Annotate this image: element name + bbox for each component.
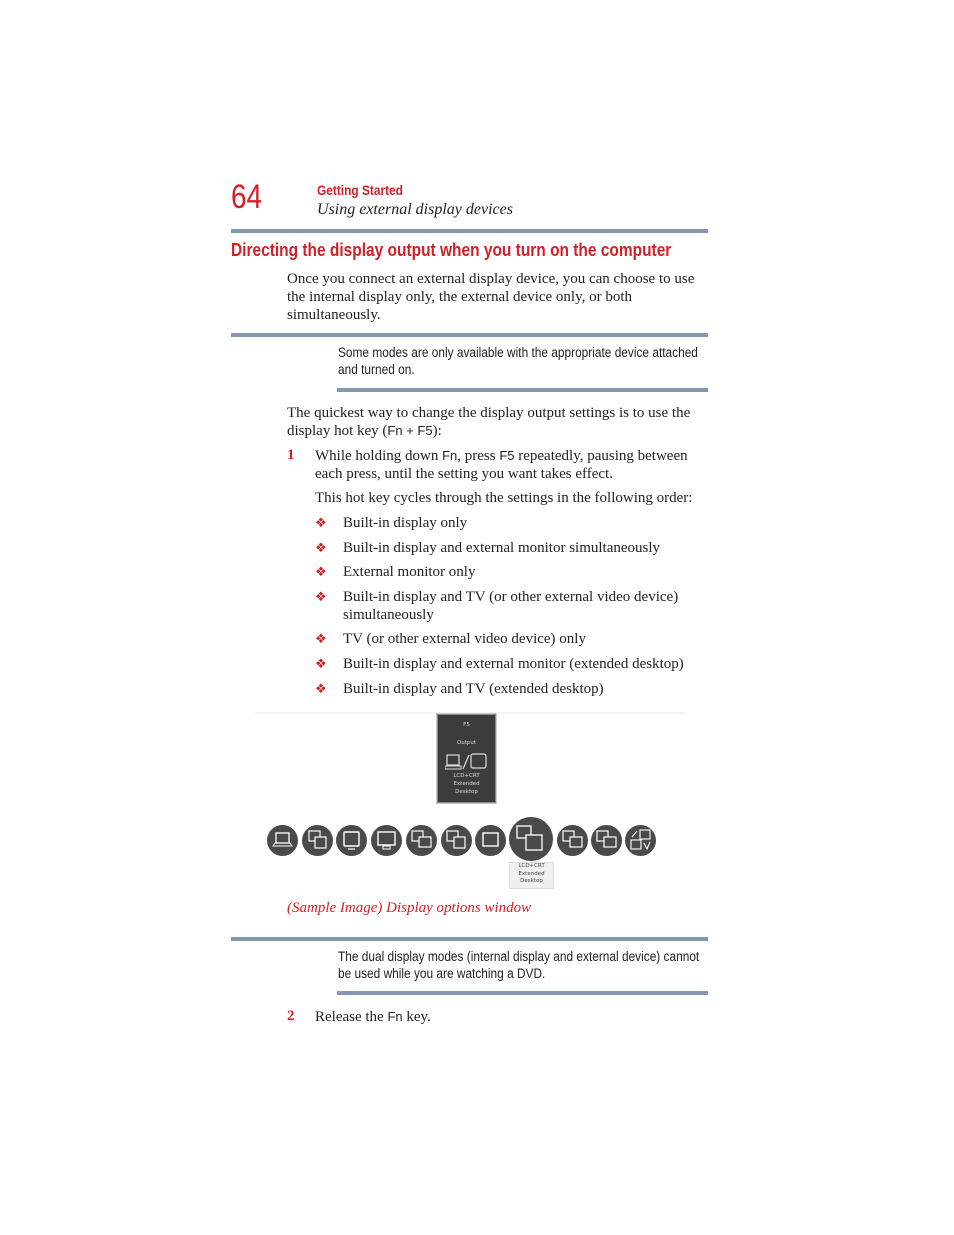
bullet-text: Built-in display and external monitor (extended desktop) — [343, 656, 684, 672]
chapter-title: Getting Started — [317, 182, 403, 198]
bullet-text: External monitor only — [343, 564, 476, 580]
fn-key: Fn — [442, 448, 458, 463]
lcd-tv-extended-icon — [591, 825, 622, 856]
display-options-window — [437, 714, 496, 803]
hotkey-text-before: The quickest way to change the display output settings is to use the display hot key ( — [287, 405, 691, 439]
lcd-tv-clone-icon — [406, 825, 437, 856]
bullet-text: Built-in display and external monitor simultaneously — [343, 540, 661, 556]
section-heading: Directing the display output when you turn on the computer — [231, 240, 672, 260]
osd-line-1: LCD+CRT — [453, 773, 480, 779]
bullet-text: TV (or other external video device) only — [343, 631, 586, 647]
bullet-icon: ❖ — [315, 656, 327, 671]
osd-line-2: Extended — [453, 781, 480, 787]
step-1-part1: While holding down — [315, 448, 443, 464]
bullet-icon: ❖ — [315, 631, 327, 646]
external-monitor-icon — [336, 825, 367, 856]
lcd-crt-icon — [445, 752, 489, 772]
monitor-only-icon — [475, 825, 506, 856]
note-2-bottom-rule — [337, 991, 708, 995]
plus-sign: + — [402, 423, 418, 438]
built-in-display-icon — [267, 825, 298, 856]
intro-paragraph: Once you connect an external display device, you can choose to use the internal display only, the external device only, or both simultaneously. — [287, 271, 695, 323]
step-1-part2: , press — [457, 448, 500, 464]
osd-title: Output — [456, 740, 477, 746]
step-number: 2 — [287, 1008, 295, 1024]
step-2-part1: Release the — [315, 1009, 388, 1025]
note-text: Some modes are only available with the appropriate device attached and turned on. — [338, 345, 698, 377]
mini-line-2: Extended — [518, 870, 545, 877]
bullet-icon: ❖ — [315, 564, 327, 579]
bullet-icon: ❖ — [315, 681, 327, 696]
hotkey-paragraph — [287, 404, 708, 440]
mini-line-1: LCD+CRT — [518, 863, 545, 869]
mini-line-3: Desktop — [520, 878, 543, 884]
osd-line-3: Desktop — [455, 789, 478, 795]
lcd-crt-extended-icon — [557, 825, 588, 856]
f5-key: F5 — [499, 448, 515, 463]
selected-mode-label — [509, 862, 554, 889]
hotkey-text-after: ): — [432, 423, 442, 439]
display-mode-icon-row — [266, 816, 666, 866]
f5-key: F5 — [417, 423, 433, 438]
step-2-part2: key. — [402, 1009, 431, 1025]
fn-key: Fn — [387, 1009, 403, 1024]
note-top-rule — [231, 333, 708, 337]
extended-desktop-icon-selected — [509, 817, 553, 861]
note-2-top-rule — [231, 937, 708, 941]
bullet-icon: ❖ — [315, 515, 327, 530]
page-number: 64 — [231, 178, 263, 216]
step-number: 1 — [287, 447, 295, 463]
osd-key-label: F5 — [463, 722, 470, 728]
bullet-icon: ❖ — [315, 589, 327, 604]
note-bottom-rule — [337, 388, 708, 392]
step-1-part3: repeatedly, pausing between each press, until the setting you want takes effect. — [315, 448, 688, 482]
bullet-text: Built-in display only — [343, 515, 468, 531]
swap-displays-icon — [625, 825, 656, 856]
bullet-icon: ❖ — [315, 540, 327, 555]
step-2-text — [315, 1008, 708, 1026]
step-1-followup: This hot key cycles through the settings in the following order: — [315, 490, 693, 506]
section-title: Using external display devices — [317, 201, 513, 218]
step-1-text — [315, 447, 708, 483]
header-rule — [231, 229, 708, 233]
clone-display-icon — [302, 825, 333, 856]
tv-icon — [371, 825, 402, 856]
bullet-text: Built-in display and TV (or other external video device) simultaneously — [343, 589, 679, 623]
figure-caption: (Sample Image) Display options window — [287, 900, 532, 916]
note-2-text: The dual display modes (internal display and external device) cannot be used while you are watching a DVD. — [338, 949, 700, 981]
bullet-text: Built-in display and TV (extended desktop) — [343, 681, 604, 697]
dual-display-icon — [441, 825, 472, 856]
fn-key: Fn — [387, 423, 403, 438]
